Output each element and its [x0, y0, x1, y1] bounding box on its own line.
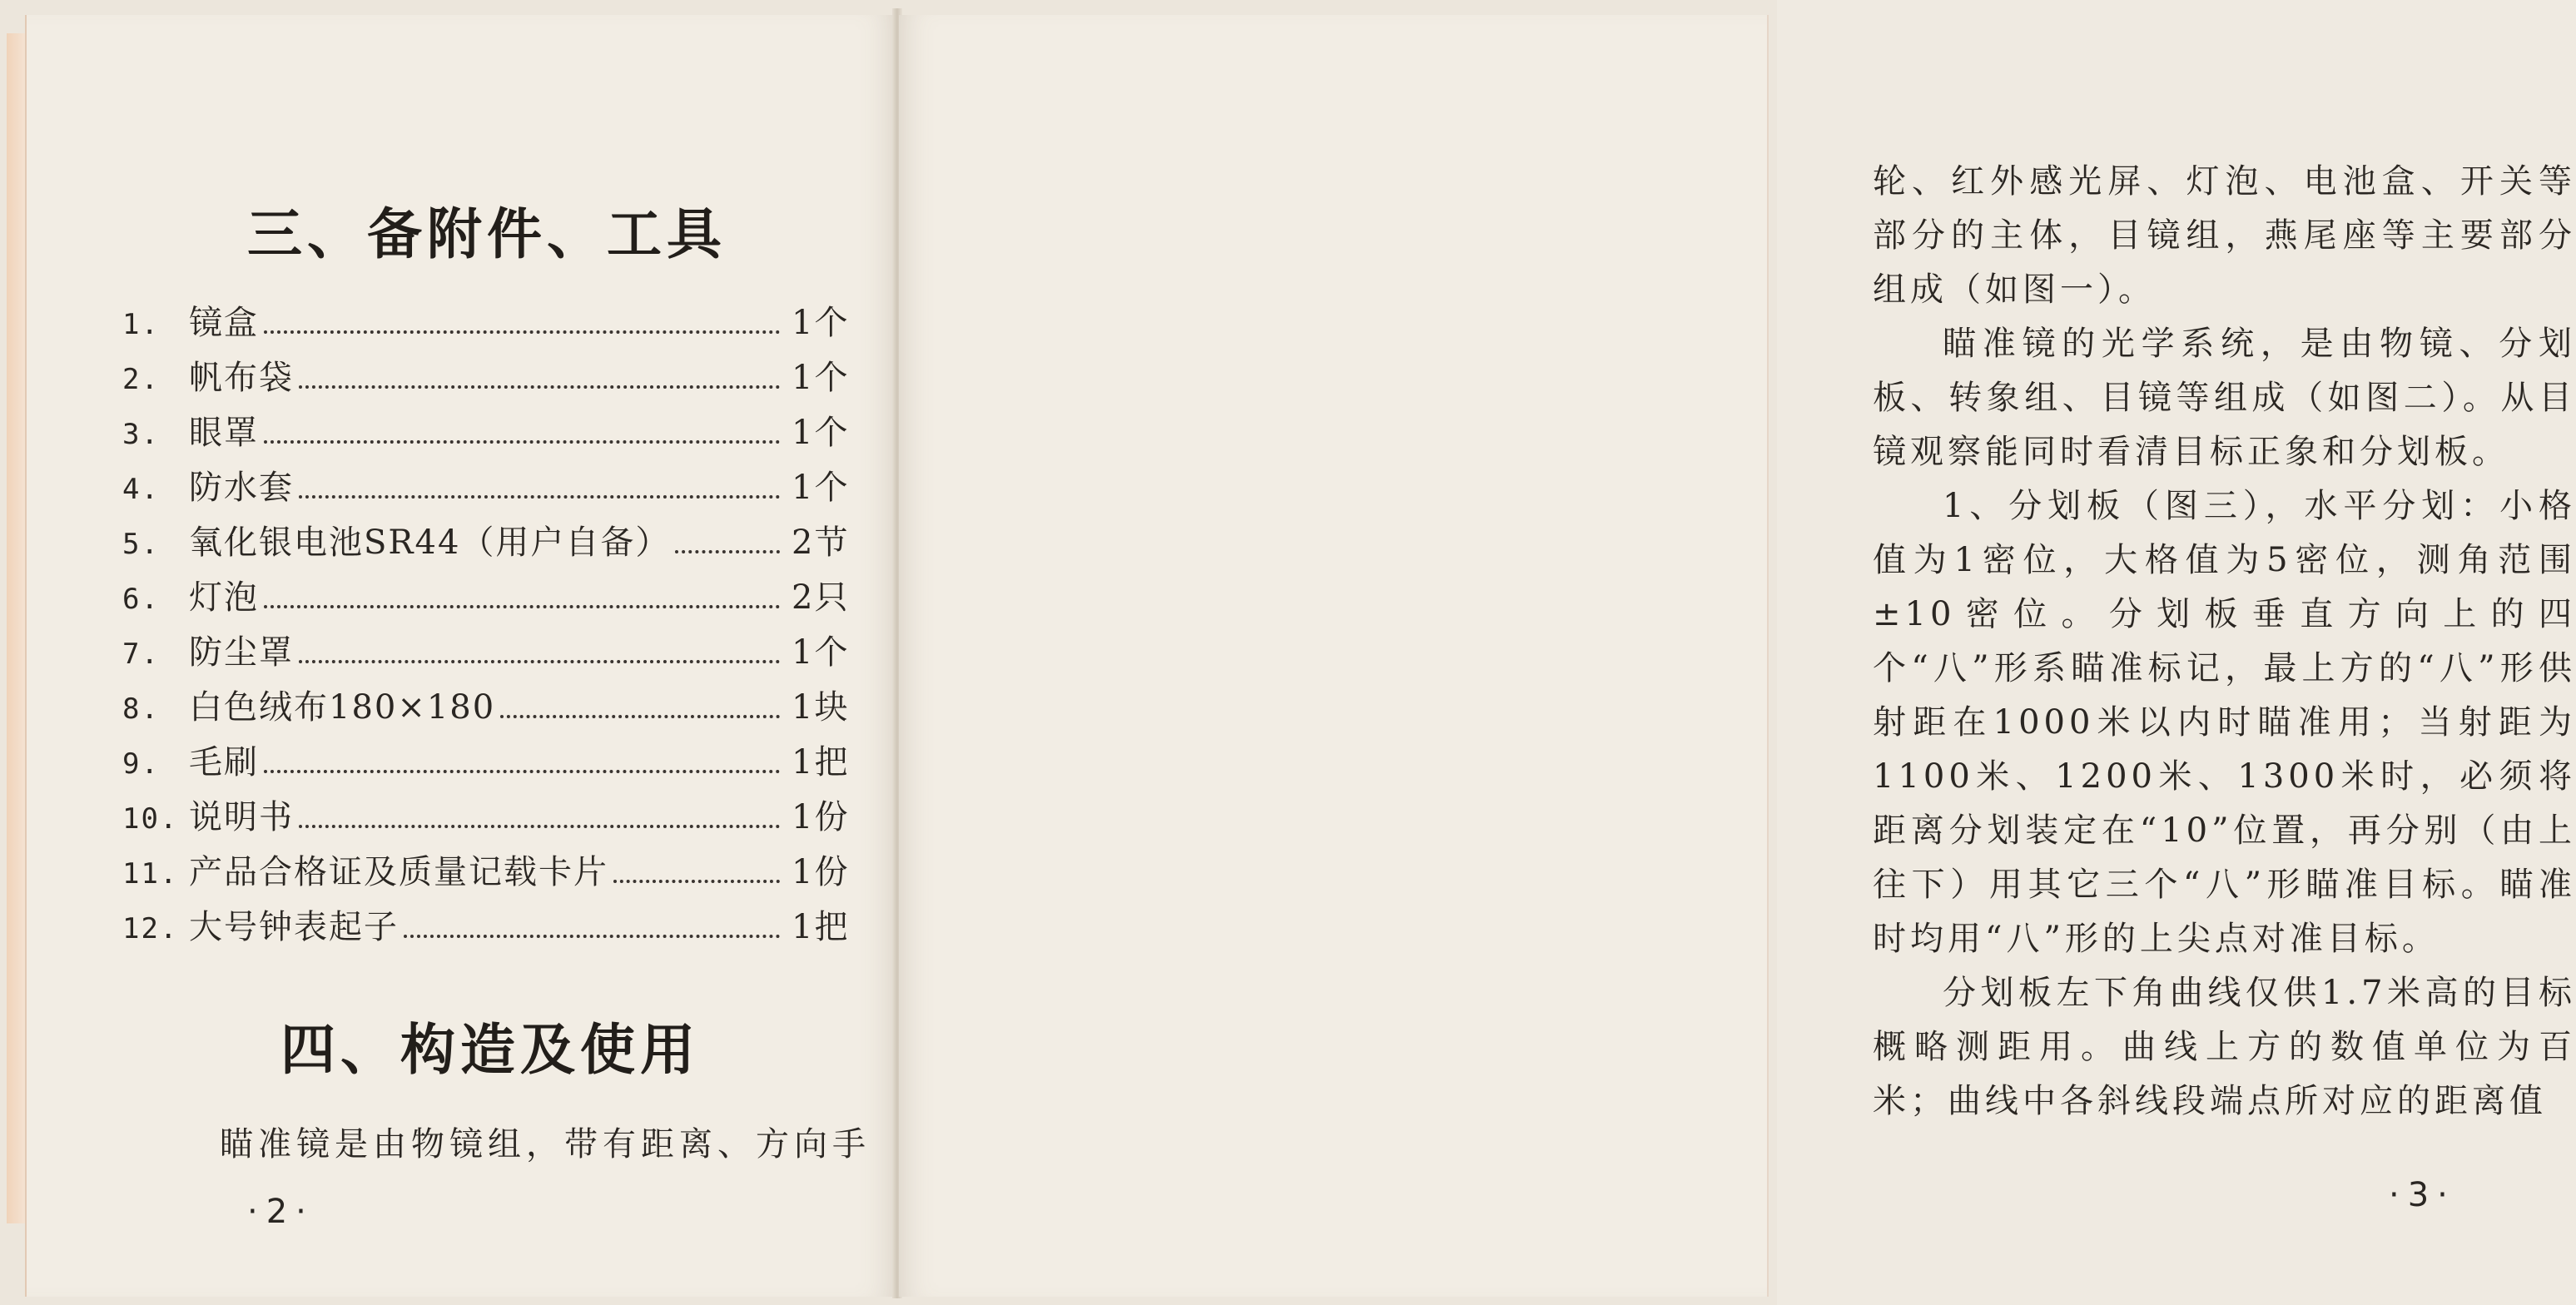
page-number-left: ·2· — [247, 1193, 315, 1231]
list-item — [122, 736, 863, 791]
item-number: 12. — [122, 912, 179, 945]
item-quantity: 1个 — [792, 414, 850, 452]
list-item — [122, 846, 863, 901]
item-name: 防尘罩 — [189, 633, 294, 672]
dot-leader — [299, 385, 780, 389]
item-quantity: 1份 — [792, 798, 850, 836]
list-item — [122, 351, 863, 406]
section-heading-accessories: 三、备附件、工具 — [247, 201, 727, 266]
item-number: 5. — [122, 528, 160, 561]
page-number-right: ·3· — [2389, 1176, 2456, 1214]
item-quantity: 2节 — [792, 523, 850, 562]
dot-leader — [404, 935, 780, 938]
body-paragraph: 瞄准镜的光学系统，是由物镜、分划板、转象组、目镜等组成（如图二）。从目镜观察能同时看清目标正象和分划板。 — [1873, 325, 2576, 471]
right-page-body — [1873, 155, 2576, 1129]
accessory-list — [122, 296, 863, 955]
item-number: 6. — [122, 583, 160, 616]
body-paragraph: 轮、红外感光屏、灯泡、电池盒、开关等部分的主体，目镜组，燕尾座等主要部分组成（如图一）。 — [1873, 162, 2576, 309]
item-name: 眼罩 — [189, 414, 259, 452]
item-name: 氧化银电池SR44（用户自备） — [189, 523, 671, 562]
item-number: 1. — [122, 308, 160, 341]
item-name: 说明书 — [189, 798, 294, 836]
construction-paragraph: 瞄准镜是由物镜组，带有距离、方向手 — [220, 1125, 871, 1164]
item-name: 毛刷 — [189, 743, 259, 782]
dot-leader — [299, 825, 780, 828]
item-quantity: 1把 — [792, 743, 850, 782]
item-number: 7. — [122, 638, 160, 671]
dot-leader — [500, 715, 780, 718]
item-quantity: 1个 — [792, 469, 850, 507]
booklet-edge — [7, 33, 25, 1223]
item-number: 9. — [122, 747, 160, 781]
list-item — [122, 516, 863, 571]
item-number: 2. — [122, 363, 160, 396]
dot-leader — [675, 550, 780, 553]
item-number: 8. — [122, 692, 160, 726]
item-quantity: 1把 — [792, 908, 850, 946]
item-name: 防水套 — [189, 469, 294, 507]
dot-leader — [264, 440, 780, 444]
item-number: 10. — [122, 802, 179, 836]
list-item — [122, 626, 863, 681]
item-quantity: 2只 — [792, 578, 850, 617]
item-quantity: 1块 — [792, 688, 850, 727]
list-item — [122, 901, 863, 955]
dot-leader — [264, 330, 780, 334]
item-number: 4. — [122, 473, 160, 506]
section-heading-construction: 四、构造及使用 — [280, 1017, 700, 1082]
item-number: 3. — [122, 418, 160, 451]
body-paragraph: 分划板左下角曲线仅供1.7米高的目标概略测距用。曲线上方的数值单位为百米；曲线中各斜线段端点所对应的距离值 — [1873, 974, 2576, 1120]
list-item — [122, 406, 863, 461]
dot-leader — [299, 660, 780, 663]
item-number: 11. — [122, 857, 179, 891]
item-name: 白色绒布180×180 — [189, 688, 496, 727]
dot-leader — [299, 495, 780, 499]
list-item — [122, 791, 863, 846]
item-quantity: 1份 — [792, 853, 850, 891]
item-name: 镜盒 — [189, 304, 259, 342]
dot-leader — [264, 605, 780, 608]
dot-leader — [613, 880, 780, 883]
item-quantity: 1个 — [792, 304, 850, 342]
item-quantity: 1个 — [792, 359, 850, 397]
left-page — [25, 15, 895, 1297]
body-paragraph: 1、分划板（图三），水平分划：小格值为1密位，大格值为5密位，测角范围±10密位。分划板垂直方向上的四个“八”形系瞄准标记，最上方的“八”形供射距在1000米以内时瞄准用；当射距为1100米、1200米、1300米时，必须将距离分划装定在“10”位置，再分别（由上往下）用其它三个“八”形瞄准目标。瞄准时均用“八”形的上尖点对准目标。 — [1873, 487, 2576, 958]
right-page — [899, 15, 2576, 1297]
list-item — [122, 681, 863, 736]
item-quantity: 1个 — [792, 633, 850, 672]
item-name: 灯泡 — [189, 578, 259, 617]
list-item — [122, 571, 863, 626]
dot-leader — [264, 770, 780, 773]
item-name: 大号钟表起子 — [189, 908, 399, 946]
item-name: 产品合格证及质量记载卡片 — [189, 853, 608, 891]
item-name: 帆布袋 — [189, 359, 294, 397]
list-item — [122, 461, 863, 516]
list-item — [122, 296, 863, 351]
